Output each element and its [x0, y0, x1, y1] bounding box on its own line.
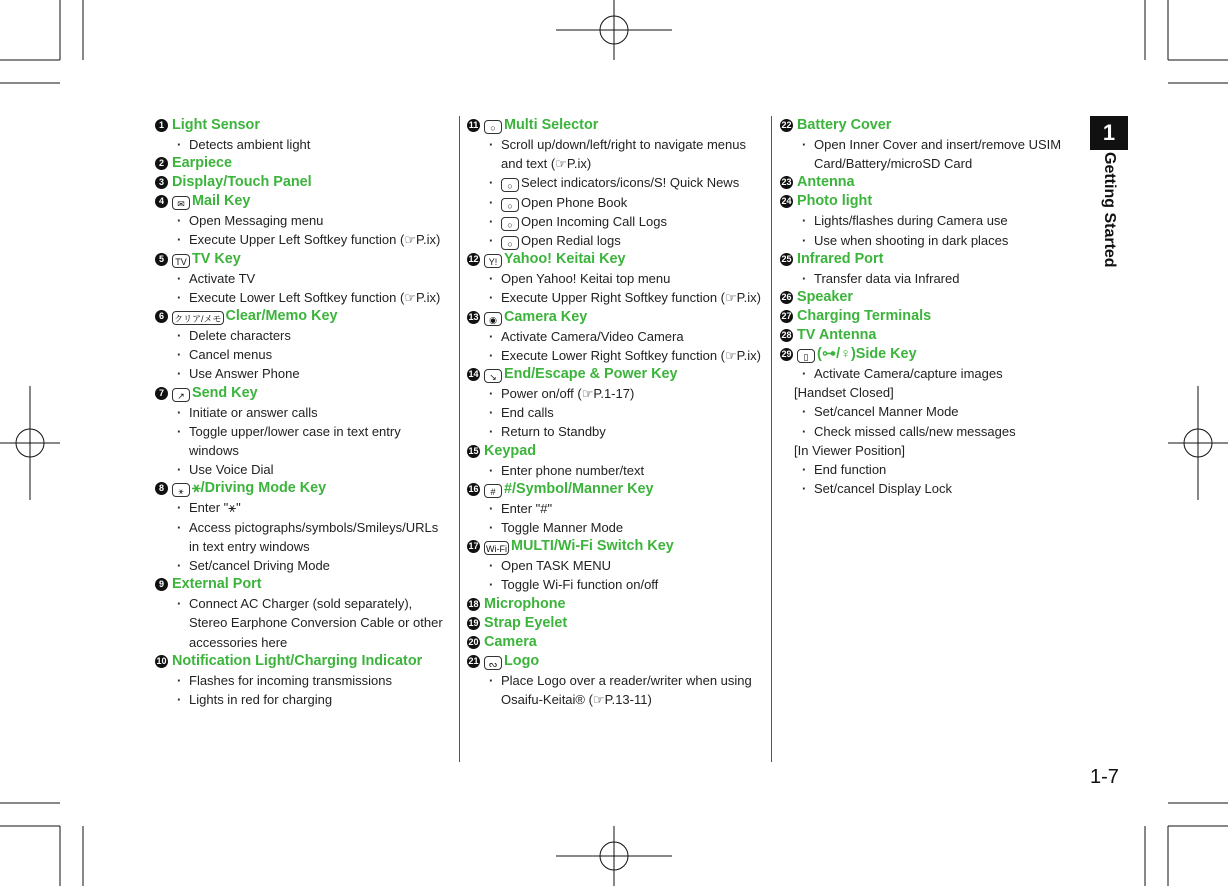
part-title-text: Antenna [797, 174, 855, 191]
column-divider [459, 116, 460, 762]
description-text: Open Yahoo! Keitai top menu [501, 271, 671, 287]
description-text: Place Logo over a reader/writer when using Osaifu-Keitai® (☞P.13-11) [501, 672, 752, 707]
part-title-text: End/Escape & Power Key [504, 366, 678, 383]
part-description [484, 269, 762, 288]
part-item [467, 633, 762, 652]
part-number: 4 [155, 195, 168, 208]
part-title-text: Charging Terminals [797, 308, 932, 325]
part-description [797, 231, 1075, 250]
part-description [172, 345, 450, 364]
description-text: Open Redial logs [521, 233, 621, 249]
part-item [467, 537, 762, 594]
part-description: · Set/cancel Display Lock [797, 479, 1075, 498]
part-item [467, 116, 762, 250]
description-text: Return to Standby [501, 424, 606, 440]
part-title-text: Strap Eyelet [484, 614, 568, 631]
description-text: Activate Camera/capture images [814, 366, 1003, 382]
part-title-text: Logo [504, 652, 540, 669]
part-description: · Set/cancel Manner Mode [797, 402, 1075, 421]
part-title [797, 173, 1075, 192]
part-item [155, 154, 450, 173]
condition-label: [Handset Closed] [794, 385, 894, 401]
part-description [484, 288, 762, 307]
part-item [467, 308, 762, 365]
part-description [484, 135, 762, 173]
part-title [172, 652, 450, 671]
chapter-number-tab: 1 [1090, 116, 1128, 150]
part-number: 5 [155, 253, 168, 266]
part-description [484, 518, 762, 537]
part-title [797, 288, 1075, 307]
part-title [172, 307, 450, 326]
part-number: 23 [781, 177, 792, 188]
part-description [484, 346, 762, 365]
part-number: 2 [155, 157, 168, 170]
description-text: Connect AC Charger (sold separately), Stereo Earphone Conversion Cable or other accessories here [189, 596, 443, 650]
key-icon: Wi-Fi [484, 541, 509, 555]
part-item [155, 479, 450, 575]
key-icon: ✉ [172, 196, 190, 210]
part-number: 8 [155, 482, 168, 495]
description-text: Execute Lower Left Softkey function (☞P.ix) [189, 289, 441, 305]
part-number: 26 [781, 292, 792, 303]
part-number: 16 [468, 483, 479, 494]
part-number: 14 [468, 369, 479, 380]
description-text: Set/cancel Driving Mode [189, 558, 330, 574]
part-item [467, 614, 762, 633]
part-title [797, 250, 1075, 269]
key-icon: ⚹ [172, 483, 190, 497]
part-number: 28 [781, 330, 792, 341]
part-title-text: Camera Key [504, 308, 588, 325]
description-text: Flashes for incoming transmissions [189, 672, 393, 688]
part-description: · Check missed calls/new messages [797, 422, 1075, 441]
part-item [155, 575, 450, 652]
description-text: Select indicators/icons/S! Quick News [521, 175, 740, 191]
part-title-text: External Port [172, 576, 262, 593]
description-text: Access pictographs/symbols/Smileys/URLs in text entry windows [189, 519, 439, 554]
key-icon: ↘ [484, 369, 502, 383]
part-description [172, 288, 450, 307]
key-icon: ○ [501, 198, 519, 212]
part-title [172, 173, 450, 192]
part-number: 13 [468, 311, 479, 322]
part-item [155, 116, 450, 154]
part-number: 15 [468, 445, 479, 456]
part-title [172, 116, 450, 135]
description-text: Open Messaging menu [189, 213, 324, 229]
part-number: 21 [468, 655, 479, 666]
part-description [172, 594, 450, 652]
part-description [172, 230, 450, 249]
part-item [155, 652, 450, 709]
description-text: Open Phone Book [521, 194, 628, 210]
part-item [780, 250, 1075, 288]
part-item [155, 173, 450, 192]
part-title-text: ⚹/Driving Mode Key [192, 480, 327, 497]
description-text: Activate TV [189, 270, 256, 286]
part-description [172, 326, 450, 345]
part-title [172, 250, 450, 269]
description-text: Use Answer Phone [189, 366, 300, 382]
part-item [780, 345, 1075, 498]
description-text: Use Voice Dial [189, 462, 274, 478]
part-item [780, 116, 1075, 173]
part-title [484, 595, 762, 614]
part-description [797, 364, 1075, 383]
part-number: 20 [468, 636, 479, 647]
description-text: Lights/flashes during Camera use [814, 213, 1008, 229]
part-number: 12 [468, 254, 479, 265]
part-title-text: TV Key [192, 250, 241, 267]
part-description [484, 403, 762, 422]
description-text: Execute Lower Right Softkey function (☞P.ix) [501, 347, 761, 363]
part-description [172, 460, 450, 479]
part-title-text: Send Key [192, 384, 258, 401]
part-item [467, 480, 762, 537]
description-text: Use when shooting in dark places [814, 232, 1009, 248]
key-icon: ○ [501, 178, 519, 192]
column-1 [155, 116, 450, 709]
part-item [467, 595, 762, 614]
part-description [172, 556, 450, 575]
part-title-text: Mail Key [192, 193, 251, 210]
part-title [172, 384, 450, 403]
part-number: 24 [781, 196, 792, 207]
part-item [467, 250, 762, 307]
part-title [172, 192, 450, 211]
part-title-text: Microphone [484, 595, 566, 612]
description-text: Execute Upper Left Softkey function (☞P.ix) [189, 232, 441, 248]
part-description [172, 422, 450, 460]
part-title [172, 154, 450, 173]
part-number: 9 [155, 578, 168, 591]
part-description [484, 575, 762, 594]
part-item [780, 173, 1075, 192]
part-title-text: MULTI/Wi-Fi Switch Key [511, 538, 674, 555]
side-key-modes: (⊶/♀) [817, 346, 856, 363]
part-description [172, 498, 450, 517]
key-icon: ○ [501, 236, 519, 250]
part-item [467, 365, 762, 442]
part-title-text: Speaker [797, 289, 854, 306]
part-item [155, 250, 450, 307]
part-description [484, 422, 762, 441]
part-title [172, 479, 450, 498]
part-description [172, 690, 450, 709]
part-title [484, 250, 762, 269]
part-title-text: Yahoo! Keitai Key [504, 251, 626, 268]
part-description [484, 556, 762, 575]
condition-label: [In Viewer Position] [794, 442, 906, 458]
part-title [484, 652, 762, 671]
part-description [484, 193, 762, 212]
part-title-text: Side Key [855, 346, 917, 363]
part-title [797, 192, 1075, 211]
part-description [484, 461, 762, 480]
part-description [172, 518, 450, 556]
part-title-text: Earpiece [172, 155, 233, 172]
description-text: Power on/off (☞P.1-17) [501, 386, 635, 402]
part-title-text: Photo light [797, 193, 873, 210]
chapter-title: Getting Started [1101, 152, 1118, 268]
part-item [155, 192, 450, 249]
part-title-text: Light Sensor [172, 117, 260, 133]
part-description [484, 173, 762, 192]
part-description [484, 499, 762, 518]
description-text: Initiate or answer calls [189, 404, 318, 420]
part-description [484, 327, 762, 346]
part-title-text: Multi Selector [504, 117, 599, 133]
part-number: 3 [155, 176, 168, 189]
part-description [797, 211, 1075, 230]
description-text: Toggle Manner Mode [501, 520, 624, 536]
part-number: 19 [468, 617, 479, 628]
part-number: 29 [781, 349, 792, 360]
column-3 [780, 116, 1075, 498]
part-title-text: Infrared Port [797, 250, 884, 267]
part-description [172, 211, 450, 230]
part-item [467, 442, 762, 480]
part-description [484, 212, 762, 231]
description-text: Toggle Wi-Fi function on/off [501, 577, 659, 593]
part-description [797, 135, 1075, 173]
part-number: 11 [468, 120, 479, 130]
page-number: 1-7 [1090, 766, 1119, 788]
part-title [797, 116, 1075, 135]
part-title [797, 326, 1075, 345]
part-title [484, 308, 762, 327]
part-description: · End function [797, 460, 1075, 479]
description-text: Open Inner Cover and insert/remove USIM Card/Battery/microSD Card [814, 137, 1062, 172]
key-icon: ◉ [484, 312, 502, 326]
part-description [484, 231, 762, 250]
part-number: 1 [155, 119, 168, 132]
part-title [484, 442, 762, 461]
part-title-text: Keypad [484, 442, 536, 459]
part-number: 22 [781, 120, 792, 130]
description-text: End calls [501, 405, 554, 421]
part-number: 18 [468, 598, 479, 609]
key-icon: ▯ [797, 349, 815, 363]
part-number: 27 [781, 311, 792, 322]
part-title [484, 365, 762, 384]
part-number: 17 [468, 541, 479, 552]
description-text: Transfer data via Infrared [814, 270, 960, 286]
description-text: Enter "#" [501, 500, 553, 516]
description-text: Lights in red for charging [189, 692, 333, 708]
part-number: 7 [155, 387, 168, 400]
description-text: Enter phone number/text [501, 462, 645, 478]
part-title [797, 345, 1075, 364]
part-title [484, 633, 762, 652]
part-item [780, 192, 1075, 249]
description-text: Scroll up/down/left/right to navigate menus and text (☞P.ix) [501, 137, 746, 172]
part-title [484, 537, 762, 556]
part-item [467, 652, 762, 709]
description-text: Open Incoming Call Logs [521, 213, 667, 229]
part-description [797, 269, 1075, 288]
key-icon: ᔓ [484, 656, 502, 670]
part-description [484, 384, 762, 403]
key-icon: ○ [484, 120, 502, 134]
description-text: Detects ambient light [189, 137, 311, 152]
key-icon: Y! [484, 254, 502, 268]
part-title [172, 575, 450, 594]
part-title [484, 614, 762, 633]
part-number: 10 [156, 655, 167, 666]
part-title-text: Clear/Memo Key [225, 308, 338, 325]
part-description [172, 364, 450, 383]
part-title [484, 480, 762, 499]
part-description [172, 671, 450, 690]
column-divider [771, 116, 772, 762]
key-icon: クリア/メモ [172, 311, 224, 325]
description-text: Execute Upper Right Softkey function (☞P.ix) [501, 290, 761, 306]
description-text: Cancel menus [189, 347, 273, 363]
part-description [172, 135, 450, 154]
description-text: Delete characters [189, 328, 291, 344]
description-text: Open TASK MENU [501, 558, 612, 574]
key-icon: ↗ [172, 388, 190, 402]
part-description [484, 671, 762, 709]
part-item [155, 384, 450, 480]
part-title-text: TV Antenna [797, 327, 877, 344]
part-description [172, 403, 450, 422]
part-number: 25 [781, 253, 792, 264]
part-description [172, 269, 450, 288]
part-title-text: Battery Cover [797, 117, 892, 133]
description-text: Activate Camera/Video Camera [501, 328, 684, 344]
part-title-text: #/Symbol/Manner Key [504, 480, 654, 497]
column-2 [467, 116, 762, 709]
description-text: Toggle upper/lower case in text entry windows [189, 423, 401, 459]
part-title-text: Notification Light/Charging Indicator [172, 652, 423, 669]
part-item [155, 307, 450, 384]
key-icon: # [484, 484, 502, 498]
part-item [780, 326, 1075, 345]
part-title-text: Display/Touch Panel [172, 174, 312, 191]
part-item [780, 307, 1075, 326]
part-title [797, 307, 1075, 326]
key-icon: ○ [501, 217, 519, 231]
part-item [780, 288, 1075, 307]
part-title [484, 116, 762, 135]
part-title-text: Camera [484, 633, 537, 650]
description-text: Enter "⚹" [189, 500, 241, 516]
part-number: 6 [155, 310, 168, 323]
key-icon: TV [172, 254, 190, 268]
